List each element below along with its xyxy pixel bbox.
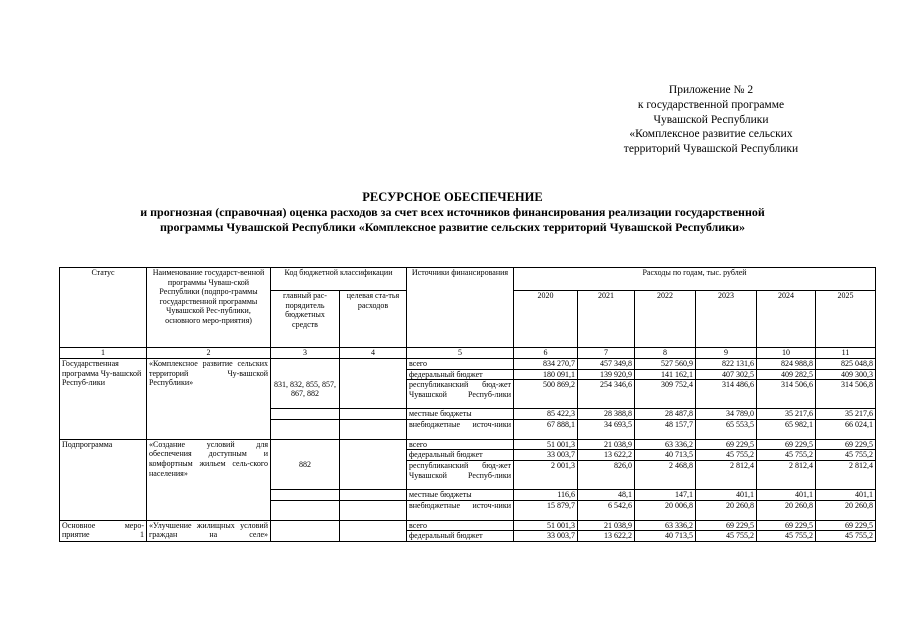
col-number: 6 [514,348,578,359]
row-target-empty [340,439,407,450]
row-source: республиканский бюд-жет Чувашской Респуб-лики [407,380,514,409]
row-value: 824 988,8 [757,359,816,370]
row-target-empty [340,359,407,370]
row-source: всего [407,439,514,450]
col-number: 5 [407,348,514,359]
col-number: 7 [578,348,635,359]
header-manager: главный рас-порядитель бюджетных средств [271,291,340,348]
row-value: 254 346,6 [578,380,635,409]
row-value: 45 755,2 [816,531,876,542]
row-name: «Улучшение жилищных условий граждан на селе» [147,520,271,541]
row-target-empty [340,409,407,420]
row-source: внебюджетные источ-ники [407,500,514,520]
row-value: 2 468,8 [635,460,696,489]
row-value: 65 982,1 [757,419,816,439]
row-value: 309 752,4 [635,380,696,409]
row-target-empty [340,450,407,461]
row-target-empty [340,489,407,500]
row-value: 20 260,8 [816,500,876,520]
row-source: федеральный бюджет [407,450,514,461]
row-value: 15 879,7 [514,500,578,520]
row-value: 20 260,8 [757,500,816,520]
row-value: 85 422,3 [514,409,578,420]
col-number: 3 [271,348,340,359]
appendix-line: территорий Чувашской Республики [623,143,799,156]
header-year: 2023 [696,291,757,348]
row-status: Подпрограмма [60,439,147,520]
row-manager: 831, 832, 855, 857, 867, 882 [271,380,340,409]
col-number: 8 [635,348,696,359]
row-value: 45 755,2 [757,450,816,461]
header-sources: Источники финансирования [407,268,514,348]
row-target-empty [340,369,407,380]
row-name: «Создание условий для обеспечения доступным и комфортным жильем сель-ского населения» [147,439,271,520]
row-source: республиканский бюд-жет Чувашской Респуб-лики [407,460,514,489]
row-value: 28 388,8 [578,409,635,420]
header-year: 2021 [578,291,635,348]
title-line-3: программы Чувашской Республики «Комплексное развитие сельских территорий Чувашской Республики» [159,220,746,234]
row-manager-empty [271,520,340,531]
header-year: 2020 [514,291,578,348]
row-value: 2 812,4 [816,460,876,489]
row-value: 20 260,8 [696,500,757,520]
resource-table [59,267,876,542]
row-target-empty [340,500,407,520]
row-source: федеральный бюджет [407,531,514,542]
row-value: 69 229,5 [696,520,757,531]
row-value: 69 229,5 [816,439,876,450]
row-value: 407 302,5 [696,369,757,380]
row-value: 409 282,5 [757,369,816,380]
row-source: местные бюджеты [407,489,514,500]
title-line-1: РЕСУРСНОЕ ОБЕСПЕЧЕНИЕ [362,190,543,204]
row-manager-empty [271,450,340,461]
row-value: 48,1 [578,489,635,500]
row-value: 69 229,5 [816,520,876,531]
row-value: 401,1 [816,489,876,500]
row-source: внебюджетные источ-ники [407,419,514,439]
row-value: 21 038,9 [578,520,635,531]
row-value: 67 888,1 [514,419,578,439]
row-value: 2 812,4 [696,460,757,489]
row-target-empty [340,531,407,542]
row-value: 825 048,8 [816,359,876,370]
row-value: 63 336,2 [635,439,696,450]
row-manager-empty [271,531,340,542]
row-value: 45 755,2 [696,450,757,461]
row-manager-empty [271,409,340,420]
row-value: 500 869,2 [514,380,578,409]
col-number: 2 [147,348,271,359]
row-value: 2 812,4 [757,460,816,489]
row-value: 45 755,2 [696,531,757,542]
row-value: 834 270,7 [514,359,578,370]
row-value: 139 920,9 [578,369,635,380]
row-value: 457 349,8 [578,359,635,370]
appendix-line: Чувашской Республики [653,113,769,126]
row-target-empty [340,419,407,439]
row-value: 33 003,7 [514,450,578,461]
row-status: Государственная программа Чу-вашской Респуб-лики [60,359,147,440]
row-value: 826,0 [578,460,635,489]
table-row [60,439,876,450]
col-number: 11 [816,348,876,359]
row-value: 69 229,5 [757,520,816,531]
row-value: 34 789,0 [696,409,757,420]
document-title [0,190,905,235]
row-value: 51 001,3 [514,520,578,531]
row-value: 116,6 [514,489,578,500]
header-target: целевая ста-тья расходов [340,291,407,348]
row-value: 21 038,9 [578,439,635,450]
row-manager-empty [271,419,340,439]
row-value: 147,1 [635,489,696,500]
row-target-empty [340,520,407,531]
appendix-header [581,83,841,157]
row-value: 6 542,6 [578,500,635,520]
header-status: Статус [60,268,147,348]
row-manager-empty [271,500,340,520]
table-row [60,520,876,531]
row-value: 822 131,6 [696,359,757,370]
row-value: 35 217,6 [816,409,876,420]
row-value: 314 506,6 [757,380,816,409]
appendix-line: к государственной программе [637,98,785,111]
header-year: 2025 [816,291,876,348]
row-value: 34 693,5 [578,419,635,439]
row-value: 33 003,7 [514,531,578,542]
row-source: всего [407,520,514,531]
row-value: 180 091,1 [514,369,578,380]
header-year: 2022 [635,291,696,348]
row-status: Основное меро-приятие 1 [60,520,147,541]
row-target-empty [340,380,407,409]
row-manager-empty [271,439,340,450]
header-row [60,268,876,291]
column-number-row [60,348,876,359]
row-value: 141 162,1 [635,369,696,380]
row-value: 28 487,8 [635,409,696,420]
row-value: 40 713,5 [635,531,696,542]
row-source: всего [407,359,514,370]
row-value: 69 229,5 [696,439,757,450]
row-target-empty [340,460,407,489]
row-manager: 882 [271,460,340,489]
row-value: 20 006,8 [635,500,696,520]
row-manager-empty [271,489,340,500]
row-manager-empty [271,359,340,370]
row-manager-empty [271,369,340,380]
col-number: 10 [757,348,816,359]
header-year: 2024 [757,291,816,348]
row-value: 65 553,5 [696,419,757,439]
col-number: 1 [60,348,147,359]
row-value: 69 229,5 [757,439,816,450]
row-value: 48 157,7 [635,419,696,439]
row-value: 66 024,1 [816,419,876,439]
row-value: 63 336,2 [635,520,696,531]
row-value: 401,1 [757,489,816,500]
row-value: 45 755,2 [816,450,876,461]
row-value: 527 560,9 [635,359,696,370]
appendix-line: Приложение № 2 [668,84,754,96]
row-value: 13 622,2 [578,450,635,461]
row-source: местные бюджеты [407,409,514,420]
header-name: Наименование государст-венной программы Чуваш-ской Республики (подпро-граммы государственной программы Чувашской Рес-публики, основного меро-приятия) [147,268,271,348]
col-number: 4 [340,348,407,359]
row-value: 40 713,5 [635,450,696,461]
header-budget-code: Код бюджетной классификации [271,268,407,291]
row-value: 314 486,6 [696,380,757,409]
row-source: федеральный бюджет [407,369,514,380]
row-value: 51 001,3 [514,439,578,450]
row-value: 314 506,8 [816,380,876,409]
appendix-line: «Комплексное развитие сельских [629,128,793,141]
row-value: 13 622,2 [578,531,635,542]
col-number: 9 [696,348,757,359]
header-expenses: Расходы по годам, тыс. рублей [514,268,876,291]
row-value: 35 217,6 [757,409,816,420]
row-value: 409 300,3 [816,369,876,380]
row-value: 401,1 [696,489,757,500]
row-value: 45 755,2 [757,531,816,542]
title-line-2: и прогнозная (справочная) оценка расходов за счет всех источников финансирования реализации государственной [140,205,765,219]
row-name: «Комплексное развитие сельских территорий Чу-вашской Республики» [147,359,271,440]
row-value: 2 001,3 [514,460,578,489]
table-row [60,359,876,370]
